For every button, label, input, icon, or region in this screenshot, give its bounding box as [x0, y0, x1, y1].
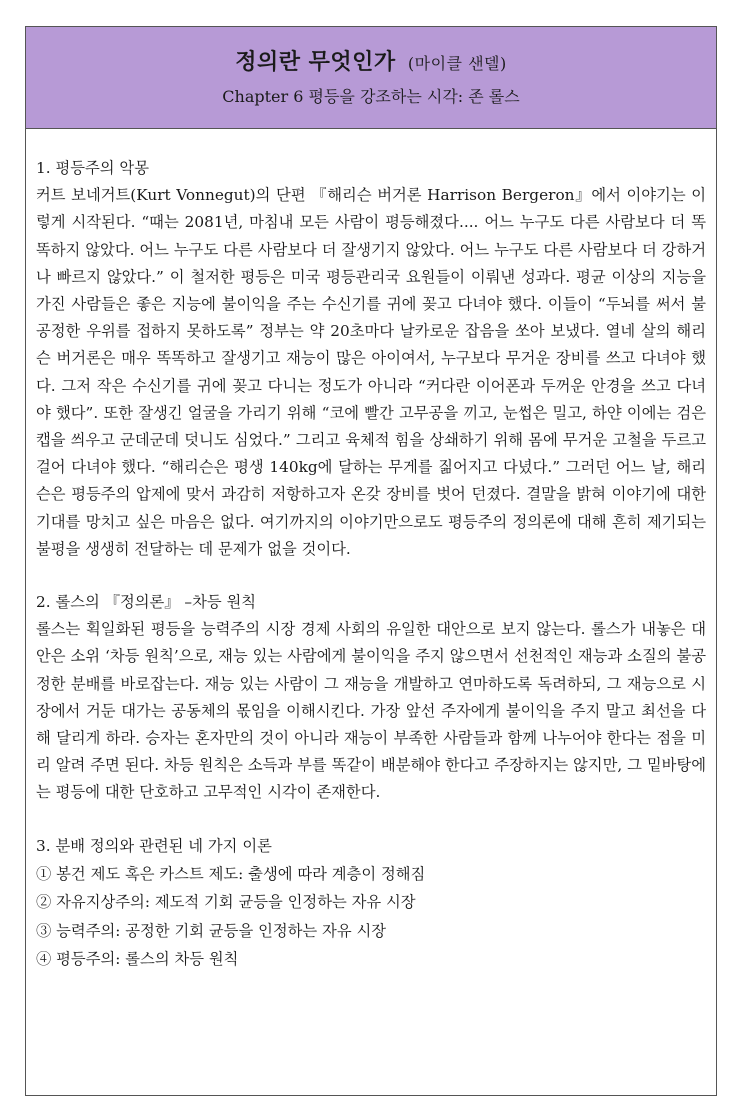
section-3-title: 3. 분배 정의와 관련된 네 가지 이론	[36, 836, 272, 855]
document-header	[26, 27, 716, 129]
section-1-title: 1. 평등주의 악몽	[36, 159, 149, 177]
title-line	[26, 45, 716, 81]
document-content	[26, 129, 716, 974]
list-item: ③ 능력주의: 공정한 기회 균등을 인정하는 자유 시장	[36, 921, 387, 940]
document-subtitle: Chapter 6 평등을 강조하는 시각: 존 롤스	[222, 87, 520, 106]
list-item: ② 자유지상주의: 제도적 기회 균등을 인정하는 자유 시장	[36, 893, 416, 912]
section-2	[36, 589, 706, 807]
document-title: 정의란 무엇인가	[235, 49, 396, 75]
document-author: (마이클 샌델)	[407, 54, 507, 73]
list-item: ① 봉건 제도 혹은 카스트 제도: 출생에 따라 계층이 정해짐	[36, 864, 426, 883]
document-page	[25, 26, 717, 1096]
section-2-title: 2. 롤스의 『정의론』 –차등 원칙	[36, 593, 257, 612]
list-item: ④ 평등주의: 롤스의 차등 원칙	[36, 950, 239, 969]
section-2-body: 롤스는 획일화된 평등을 능력주의 시장 경제 사회의 유일한 대안으로 보지 않는다. 롤스가 내놓은 대안은 소위 ‘차등 원칙’으로, 재능 있는 사람에게 불이익을 주지 않으면서 선천적인 재능과 소질의 불공정한 분배를 바로잡는다. 재능 있는 사람이 그 재능을 개발하고 연마하도록 독려하되, 그 재능으로 시장에서 거둔 대가는 공동체의 몫임을 이해시킨다. 가장 앞선 주자에게 불이익을 주지 말고 최선을 다해 달리게 하라. 승자는 혼자만의 것이 아니라 재능이 부족한 사람들과 함께 나누어야 한다는 점을 미리 알려 주면 된다. 차등 원칙은 소득과 부를 똑같이 배분해야 한다고 주장하지는 않지만, 그 밑바탕에는 평등에 대한 단호하고 고무적인 시각이 존재한다.	[36, 620, 706, 802]
section-3	[36, 833, 706, 974]
section-1	[36, 155, 706, 563]
section-1-body: 커트 보네거트(Kurt Vonnegut)의 단편 『해리슨 버거론 Harrison Bergeron』에서 이야기는 이렇게 시작된다. “때는 2081년, 마침내 모든 사람이 평등해졌다.... 어느 누구도 다른 사람보다 더 똑똑하지 않았다. 어느 누구도 다른 사람보다 더 잘생기지 않았다. 어느 누구도 다른 사람보다 더 강하거나 빠르지 않았다.” 이 철저한 평등은 미국 평등관리국 요원들이 이뤄낸 성과다. 평균 이상의 지능을 가진 사람들은 좋은 지능에 불이익을 주는 수신기를 귀에 꽂고 다녀야 했다. 이들이 “두뇌를 써서 불공정한 우위를 접하지 못하도록” 정부는 약 20초마다 날카로운 잡음을 쏘아 보냈다. 열네 살의 해리슨 버거론은 매우 똑똑하고 잘생기고 재능이 많은 아이여서, 누구보다 무거운 장비를 쓰고 다녀야 했다. 그저 작은 수신기를 귀에 꽂고 다니는 정도가 아니라 “커다란 이어폰과 두꺼운 안경을 쓰고 다녀야 했다”. 또한 잘생긴 얼굴을 가리기 위해 “코에 빨간 고무공을 끼고, 눈썹은 밀고, 하얀 이에는 검은 캡을 씌우고 군데군데 덧니도 심었다.” 그리고 육체적 힘을 상쇄하기 위해 몸에 무거운 고철을 두르고 걸어 다녀야 했다. “해리슨은 평생 140kg에 달하는 무게를 짊어지고 다녔다.” 그러던 어느 날, 해리슨은 평등주의 압제에 맞서 과감히 저항하고자 온갖 장비를 벗어 던졌다. 결말을 밝혀 이야기에 대한 기대를 망치고 싶은 마음은 없다. 여기까지의 이야기만으로도 평등주의 정의론에 대해 흔히 제기되는 불평을 생생히 전달하는 데 문제가 없을 것이다.	[36, 186, 706, 558]
